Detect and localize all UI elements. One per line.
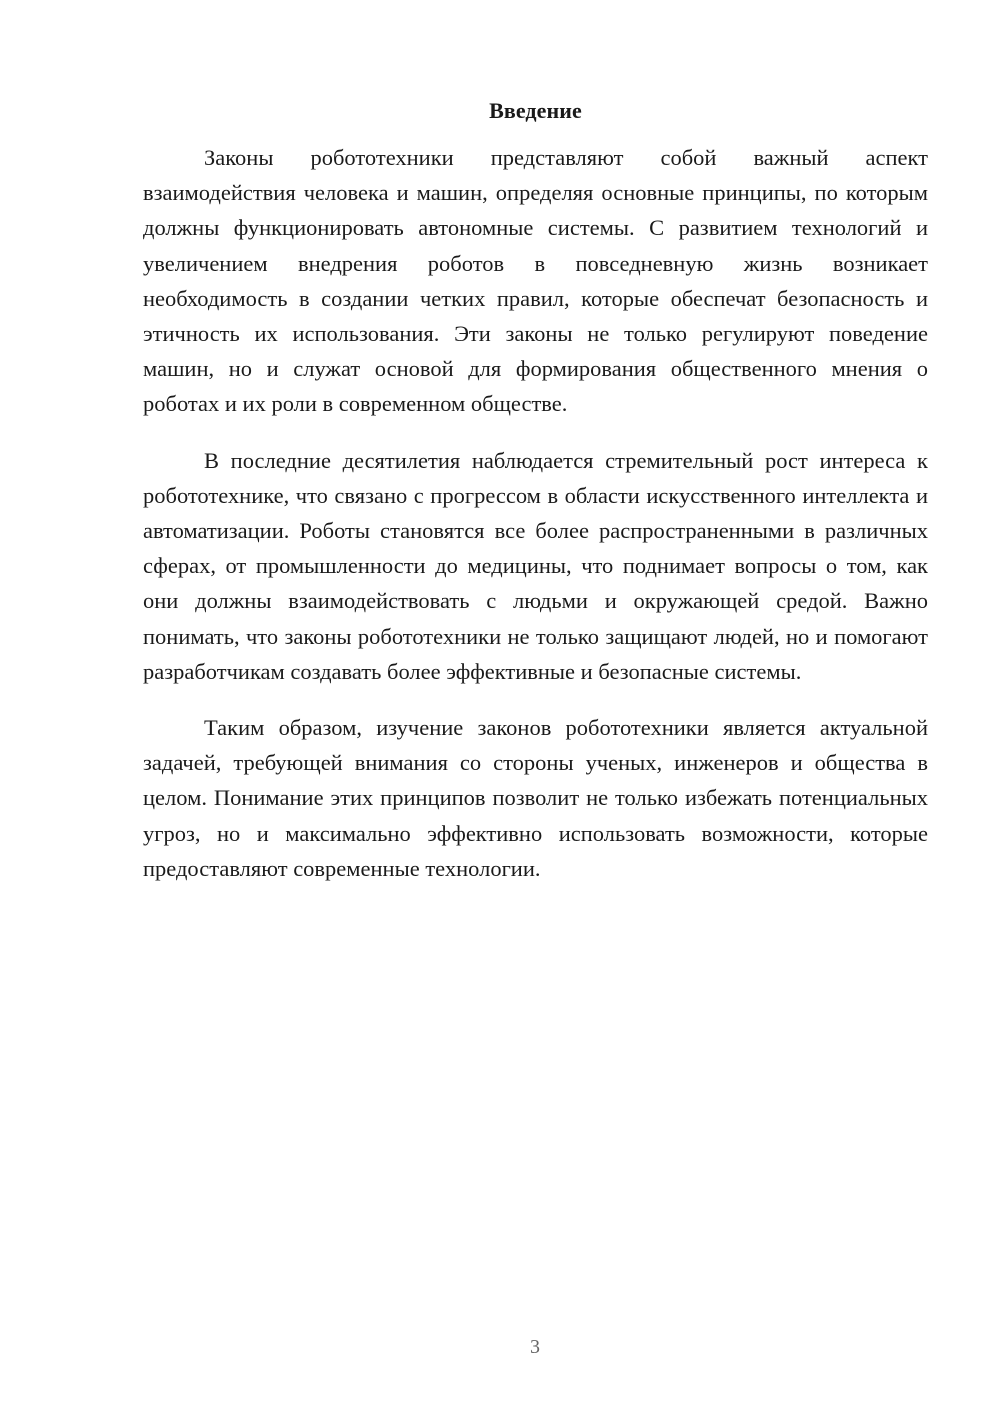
paragraph-3: Таким образом, изучение законов робототехники является актуальной задачей, требующей внимания со стороны ученых, инженеров и общества в целом. Понимание этих принципов позволит не только избежать потенциальных угроз, но и максимально эффективно использовать возможности, которые предоставляют современные технологии.: [143, 715, 928, 881]
paragraph-1: Законы робототехники представляют собой важный аспект взаимодействия человека и машин, определяя основные принципы, по которым должны функционировать автономные системы. С развитием технологий и увеличением внедрения роботов в повседневную жизнь возникает необходимость в создании четких правил, которые обеспечат безопасность и этичность их использования. Эти законы не только регулируют поведение машин, но и служат основой для формирования общественного мнения о роботах и их роли в современном обществе.: [143, 145, 928, 417]
page-content: [143, 96, 928, 907]
page-number: 3: [530, 1336, 540, 1358]
section-title: Введение: [489, 98, 582, 123]
paragraph-2: В последние десятилетия наблюдается стремительный рост интереса к робототехнике, что связано с прогрессом в области искусственного интеллекта и автоматизации. Роботы становятся все более распространенными в различных сферах, от промышленности до медицины, что поднимает вопросы о том, как они должны взаимодействовать с людьми и окружающей средой. Важно понимать, что законы робототехники не только защищают людей, но и помогают разработчикам создавать более эффективные и безопасные системы.: [143, 447, 928, 684]
